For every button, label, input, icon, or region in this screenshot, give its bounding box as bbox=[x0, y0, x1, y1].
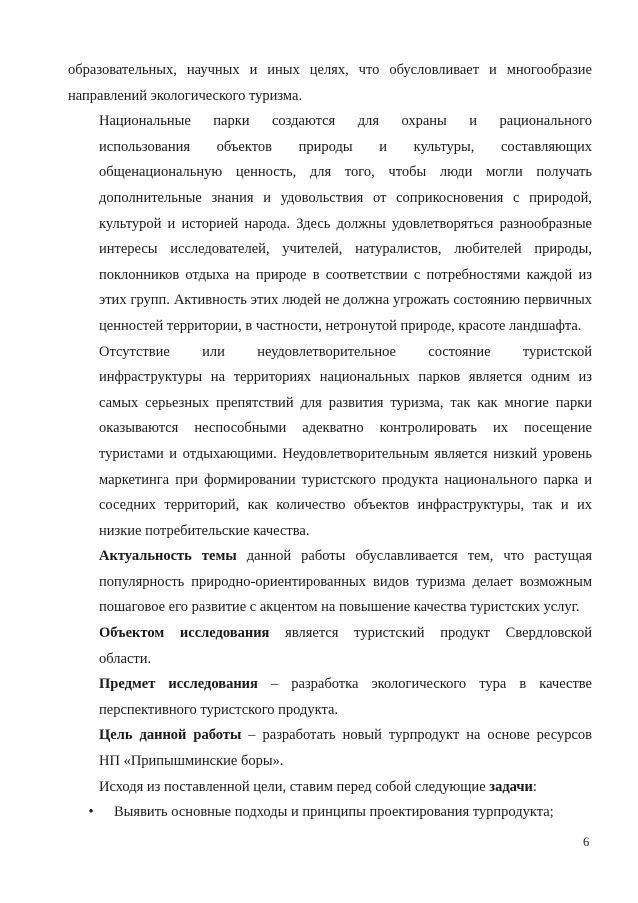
text-line bbox=[68, 442, 592, 468]
text-line bbox=[68, 109, 592, 135]
paragraph bbox=[68, 544, 592, 621]
paragraph bbox=[68, 340, 592, 545]
text-line bbox=[68, 749, 592, 775]
text-line bbox=[68, 416, 592, 442]
bold-term: Предмет исследования bbox=[99, 676, 258, 693]
text-run: является туристский продукт Свердловской bbox=[269, 625, 592, 642]
text-run: – разработать новый турпродукт на основе ресурсов bbox=[241, 727, 592, 744]
text-line bbox=[68, 493, 592, 519]
text-run: использования объектов природы и культуры, составляющих bbox=[99, 138, 592, 155]
text-run: туристами и отдыхающими. Неудовлетворительным является низкий уровень bbox=[99, 445, 592, 462]
text-line bbox=[68, 672, 592, 698]
text-line bbox=[68, 340, 592, 366]
text-line bbox=[68, 647, 592, 673]
text-line bbox=[68, 212, 592, 238]
text-run: маркетинга при формировании туристского продукта национального парка и bbox=[99, 471, 592, 488]
text-run: низкие потребительские качества. bbox=[99, 522, 310, 539]
text-run: пошаговое его развитие с акцентом на повышение качества туристских услуг. bbox=[99, 599, 580, 616]
text-run: ценностей территории, в частности, нетронутой природе, красоте ландшафта. bbox=[99, 317, 582, 334]
text-run: поклонников отдыха на природе в соответствии с потребностями каждой из bbox=[99, 266, 592, 283]
text-run: самых серьезных препятствий для развития туризма, так как многие парки bbox=[99, 394, 592, 411]
paragraph bbox=[68, 621, 592, 672]
text-run: – разработка экологического тура в качестве bbox=[257, 676, 592, 693]
text-run: интересы исследователей, учителей, натуралистов, любителей природы, bbox=[99, 241, 592, 258]
text-run: дополнительные знания и удовольствия от соприкосновения с природой, bbox=[99, 189, 592, 206]
paragraph bbox=[68, 723, 592, 774]
text-line bbox=[68, 84, 592, 110]
text-run: популярность природно-ориентированных видов туризма делает возможным bbox=[99, 573, 592, 590]
text-run: этих групп. Активность этих людей не должна угрожать состоянию первичных bbox=[99, 292, 592, 309]
text-run: Отсутствие или неудовлетворительное состояние туристской bbox=[99, 343, 592, 360]
bullet-list-item bbox=[68, 800, 592, 826]
text-line bbox=[68, 544, 592, 570]
text-line bbox=[68, 186, 592, 212]
text-run: инфраструктуры на территориях национальных парков является одним из bbox=[99, 369, 592, 386]
text-run: культурой и историей народа. Здесь должны удовлетворяться разнообразные bbox=[99, 215, 592, 232]
text-run: : bbox=[532, 778, 537, 795]
document-page bbox=[68, 58, 592, 826]
text-run: образовательных, научных и иных целях, что обусловливает и многообразие bbox=[68, 62, 592, 78]
paragraph bbox=[68, 58, 592, 109]
text-run: направлений экологического туризма. bbox=[68, 87, 303, 104]
bullet-text: Выявить основные подходы и принципы проектирования турпродукта; bbox=[114, 804, 554, 821]
text-line bbox=[68, 391, 592, 417]
text-line bbox=[68, 468, 592, 494]
text-line bbox=[68, 263, 592, 289]
text-run: общенациональную ценность, для того, чтобы люди могли получать bbox=[99, 164, 592, 181]
bold-term: Актуальность темы bbox=[99, 548, 237, 565]
bold-term: Объектом исследования bbox=[99, 625, 270, 642]
text-run: перспективного туристского продукта. bbox=[99, 701, 339, 718]
text-run: данной работы обуславливается тем, что растущая bbox=[236, 548, 592, 565]
text-run: оказываются неспособными адекватно контролировать их посещение bbox=[99, 420, 592, 437]
text-run: соседних территорий, как количество объектов инфраструктуры, так и их bbox=[99, 497, 592, 514]
text-line bbox=[68, 595, 592, 621]
text-line bbox=[68, 135, 592, 161]
text-line bbox=[68, 288, 592, 314]
text-line bbox=[68, 775, 592, 801]
text-line bbox=[68, 160, 592, 186]
text-line bbox=[68, 365, 592, 391]
bold-term: Цель данной работы bbox=[99, 727, 242, 744]
text-line bbox=[68, 621, 592, 647]
bold-term: задачи bbox=[489, 778, 533, 795]
text-line bbox=[68, 698, 592, 724]
text-line bbox=[68, 570, 592, 596]
page-number: 6 bbox=[583, 835, 590, 849]
text-line bbox=[68, 723, 592, 749]
text-run: НП «Припышминские боры». bbox=[99, 753, 284, 770]
bullet-marker: • bbox=[88, 804, 94, 821]
text-line bbox=[68, 519, 592, 545]
document-body bbox=[68, 58, 592, 800]
paragraph bbox=[68, 775, 592, 801]
text-line bbox=[68, 314, 592, 340]
paragraph bbox=[68, 109, 592, 339]
text-line bbox=[68, 58, 592, 84]
text-run: Национальные парки создаются для охраны и рационального bbox=[99, 113, 592, 130]
text-line bbox=[68, 237, 592, 263]
text-run: области. bbox=[99, 650, 152, 667]
paragraph bbox=[68, 672, 592, 723]
text-run: Исходя из поставленной цели, ставим перед собой следующие bbox=[99, 778, 490, 795]
